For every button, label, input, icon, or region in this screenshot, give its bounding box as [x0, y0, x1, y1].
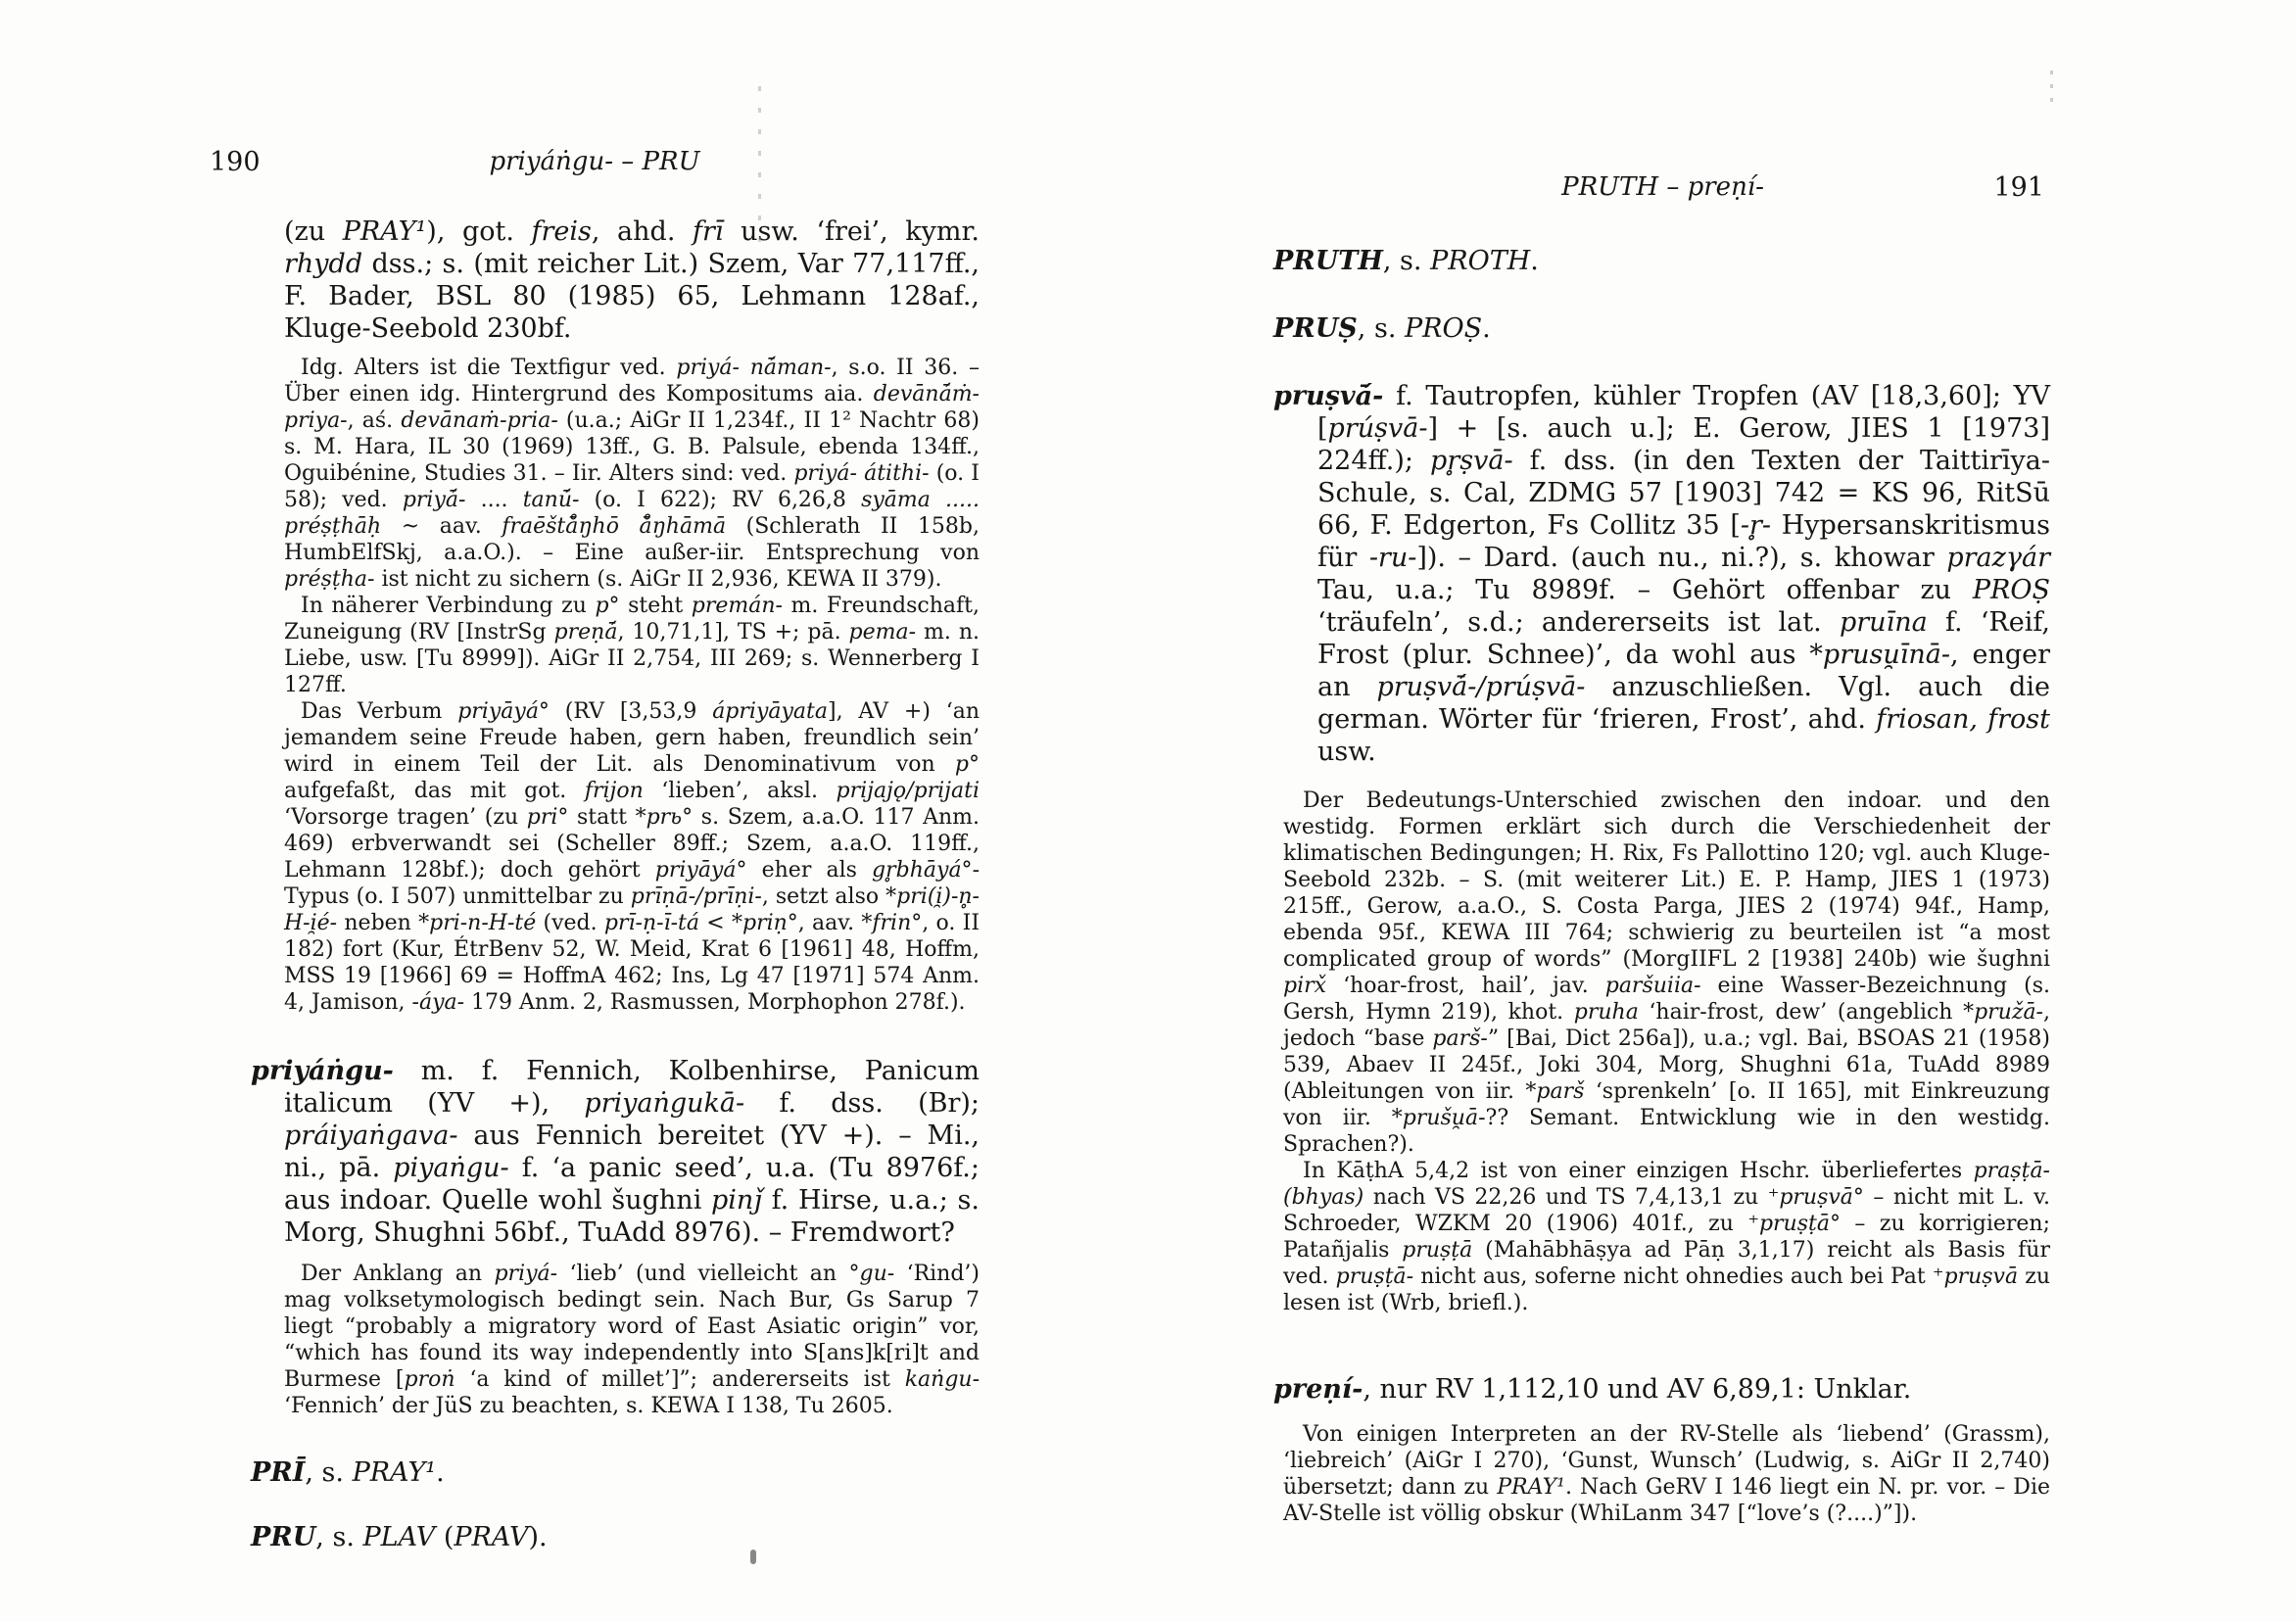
note-der-anklang: Der Anklang an priyá- ‘lieb’ (und vielleicht an °gu- ‘Rind’) mag volksetymologisch bedingt sein. Nach Bur, Gs Sarup 7 liegt “probably a migratory word of East Asiatic origin” vor, “which has found its way independently into S[ans]k[ri]t and Burmese [proṅ ‘a kind of millet’]”; andererseits ist kaṅgu- ‘Fennich’ der JüS zu beachten, s. KEWA I 138, Tu 2605.: [284, 1262, 981, 1418]
xref-prus: PRUṢ, s. PROṢ.: [1273, 313, 1491, 344]
note-textfigur: Idg. Alters ist die Textfigur ved. priyá- nā́man-, s.o. II 36. – Über einen idg. Hintergrund des Kompositums aia. devānā́ṁ-priya-, aś. devānaṁ-pria- (u.a.; AiGr II 1,234f., II 1² Nachtr 68) s. M. Hara, IL 30 (1969) 13ff., G. B. Palsule, ebenda 134ff., Oguibénine, Studies 31. – Iir. Alters sind: ved. priyá- átithi- (o. I 58); ved. priyā́- .... tanū́- (o. I 622); RV 6,26,8 syāma ..... préṣṭhāḥ ~ aav. fraēštā̊ŋhō ā̊ŋhāmā (Schlerath II 158b, HumbElfSkj, a.a.O.). – Eine außer-iir. Entsprechung von préṣṭha- ist nicht zu sichern (s. AiGr II 2,936, KEWA II 379).: [284, 356, 981, 592]
scan-artifact-fold-dots: [758, 86, 761, 261]
note-kathaka: In KāṭhA 5,4,2 ist von einer einzigen Hschr. überliefertes praṣṭā-(bhyas) nach VS 22,26 und TS 7,4,13,1 zu ⁺pruṣvā° – nicht mit L. v. Schroeder, WZKM 20 (1906) 401f., zu ⁺pruṣṭā° – zu korrigieren; Patañjalis pruṣṭā (Mahābhāṣya ad Pāṇ 3,1,17) reicht als Basis für ved. pruṣṭā- nicht aus, soferne nicht ohnedies auch bei Pat ⁺pruṣvā zu lesen ist (Wrb, briefl.).: [1283, 1159, 2050, 1315]
page-191-header: [1273, 172, 2052, 212]
page-191: [1273, 172, 2052, 1527]
page-number-left: 190: [210, 147, 261, 177]
scan-artifact-bottom-mark: [750, 1550, 756, 1564]
running-head-right: PRUTH – preṇí-: [1561, 172, 1764, 202]
note-preni-interpretationen: Von einigen Interpreten an der RV-Stelle als ‘liebend’ (Grassm), ‘liebreich’ (AiGr I 270), ‘Gunst, Wunsch’ (Ludwig, s. AiGr II 2,740) übersetzt; dann zu PRAY¹. Nach GeRV I 146 liegt ein N. pr. vor. – Die AV-Stelle ist völlig obskur (WhiLanm 347 [“love’s (?....)”]).: [1283, 1422, 2050, 1526]
entry-priyangu: priyáṅgu- m. f. Fennich, Kolbenhirse, Panicum italicum (YV +), priyaṅgukā- f. dss. (Br); práiyaṅgava- aus Fennich bereitet (YV +). – Mi., ni., pā. piyaṅgu- f. ‘a panic seed’, u.a. (Tu 8976f.; aus indoar. Quelle wohl šughni pinǰ f. Hirse, u.a.; s. Morg, Shughni 56bf., TuAdd 8976). – Fremdwort?: [251, 1056, 980, 1248]
note-preman: In näherer Verbindung zu p° steht premán- m. Freundschaft, Zuneigung (RV [InstrSg preṇā́, 10,71,1], TS +; pā. pema- m. n. Liebe, usw. [Tu 8999]). AiGr II 2,754, III 269; s. Wennerberg I 127ff.: [284, 594, 980, 697]
page-190-header: [208, 147, 981, 186]
note-bedeutungs-unterschied: Der Bedeutungs-Unterschied zwischen den indoar. und den westidg. Formen erklärt sich durch die Verschiedenheit der klimatischen Bedingungen; H. Rix, Fs Pallottino 120; vgl. auch Kluge-Seebold 232b. – S. (mit weiterer Lit.) E. P. Hamp, JIES 1 (1973) 215ff., Gerow, a.a.O., S. Costa Parga, JIES 2 (1974) 94f., Hamp, ebenda 95f., KEWA III 764; schwierig zu beurteilen ist “a most complicated group of words” (MorgIIFL 2 [1938] 240b) wie šughni pirx̌ ‘hoar-frost, hail’, jav. paršuiia- eine Wasser-Bezeichnung (s. Gersh, Hymn 219), khot. pruha ‘hair-frost, dew’ (angeblich *pružā-, jedoch “base parš-” [Bai, Dict 256a]), u.a.; vgl. Bai, BSOAS 21 (1958) 539, Abaev II 245f., Joki 304, Morg, Shughni 61a, TuAdd 8989 (Ableitungen von iir. *parš ‘sprenkeln’ [o. II 165], mit Einkreuzung von iir. *prušu̯ā-?? Semant. Entwicklung wie in den westidg. Sprachen?).: [1283, 788, 2051, 1157]
page-190: [208, 147, 981, 1553]
xref-pru: PRU, s. PLAV (PRAV).: [251, 1522, 548, 1552]
entry-preni: preṇí-, nur RV 1,112,10 und AV 6,89,1: Unklar.: [1273, 1374, 1912, 1405]
page-190-text-block: [208, 215, 981, 1553]
entry-prusva: pruṣvā́- f. Tautropfen, kühler Tropfen (AV [18,3,60]; YV [prúṣvā-] + [s. auch u.]; E. Gerow, JIES 1 [1973] 224ff.); pr̥ṣvā- f. dss. (in den Texten der Taittirīya-Schule, s. Cal, ZDMG 57 [1903] 742 = KS 96, RitSū 66, F. Edgerton, Fs Collitz 35 [-r̥- Hypersanskritismus für -ru-]). – Dard. (auch nu., ni.?), s. khowar prazγár Tau, u.a.; Tu 8989f. – Gehört offenbar zu PROṢ ‘träufeln’, s.d.; andererseits ist lat. pruīna f. ‘Reif, Frost (plur. Schnee)’, da wohl aus *prusu̯īnā-, enger an pruṣvā́-/prúṣvā- anzuschließen. Vgl. auch die german. Wörter für ‘frieren, Frost’, ahd. friosan, frost usw.: [1273, 381, 2051, 767]
xref-pruth: PRUTH, s. PROTH.: [1273, 246, 1539, 276]
note-das-verbum: Das Verbum priyāyá° (RV [3,53,9 ápriyāyata], AV +) ‘an jemandem seine Freude haben, gern haben, freundlich sein’ wird in einem Teil der Lit. als Denominativum von p° aufgefaßt, das mit got. frijon ‘lieben’, aksl. prijajǫ/prijati ‘Vorsorge tragen’ (zu pri° statt *prь° s. Szem, a.a.O. 117 Anm. 469) erbverwandt sei (Scheller 89ff.; Szem, a.a.O. 119ff., Lehmann 128bf.); doch gehört priyāyá° eher als gr̥bhāyá°-Typus (o. I 507) unmittelbar zu prīṇā-/prīṇi-, setzt also *pri(i̯)-n̥-H-i̯é- neben *pri-n-H-té (ved. prī-ṇ-ī-tá < *priṇ°, aav. *frin°, o. II 182) fort (Kur, ÉtrBenv 52, W. Meid, Krat 6 [1961] 48, Hoffm, MSS 19 [1966] 69 = HoffmA 462; Ins, Lg 47 [1971] 574 Anm. 4, Jamison, -áya- 179 Anm. 2, Rasmussen, Morphophon 278f.).: [284, 699, 981, 1015]
xref-pri: PRĪ, s. PRAY¹.: [251, 1457, 445, 1488]
page-number-right: 191: [1993, 172, 2044, 203]
scan-artifact-topright-dots: [2050, 71, 2053, 110]
page-191-text-block: [1273, 245, 2052, 1527]
entry-continuation-pray: (zu PRAY¹), got. freis, ahd. frī usw. ‘frei’, kymr. rhydd dss.; s. (mit reicher Lit.) Szem, Var 77,117ff., F. Bader, BSL 80 (1985) 65, Lehmann 128af., Kluge-Seebold 230bf.: [284, 216, 981, 344]
running-head-left: priyáṅgu- – PRU: [489, 147, 700, 176]
